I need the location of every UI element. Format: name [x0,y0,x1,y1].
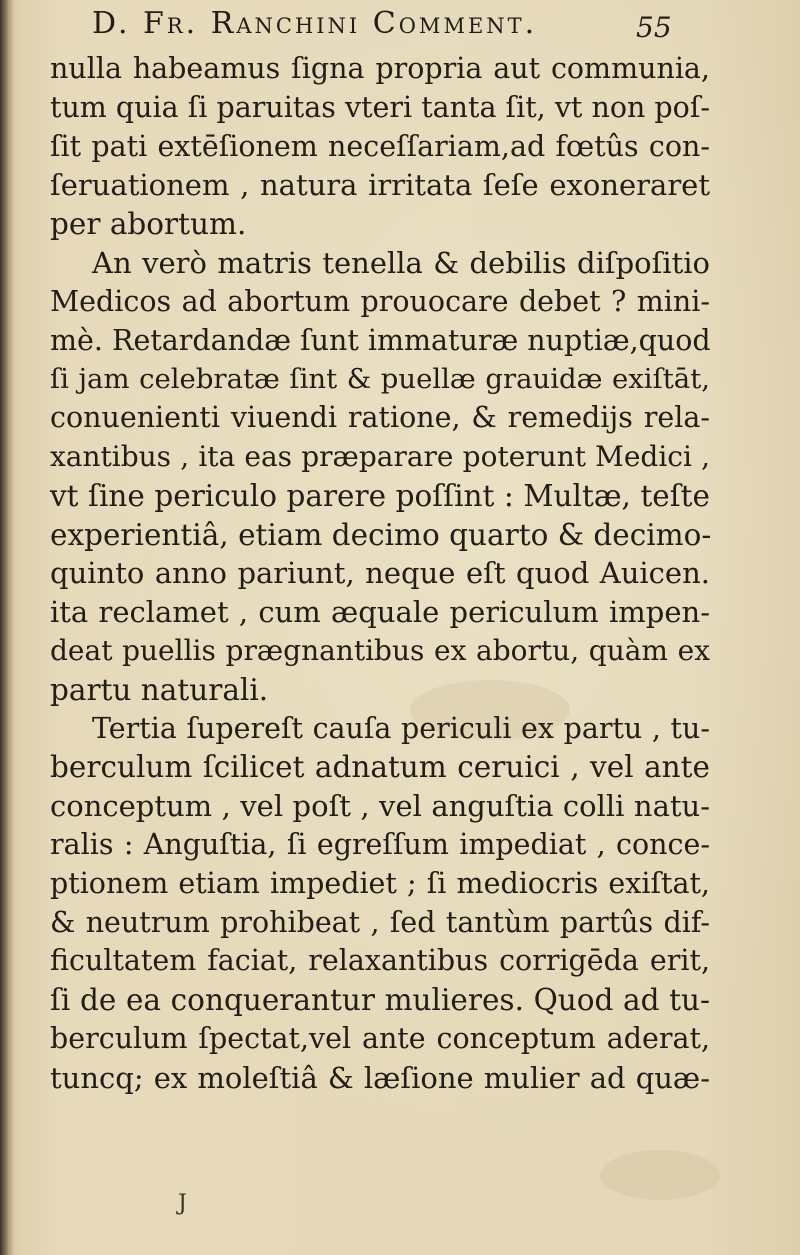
text-line: experientiâ, etiam decimo quarto & decimo- [50,517,712,552]
text-line: ſeruationem , natura irritata ſeſe exoneraret [50,168,710,203]
text-line: ptionem etiam impediet ; ſi mediocris exiſtat, [50,866,710,900]
text-line: deat puellis prægnantibus ex abortu, quàm ex [50,633,710,667]
paragraph [50,244,710,710]
text-line: nulla habeamus ſigna propria aut communia, [50,52,710,85]
paragraph [50,710,710,1098]
text-line: ralis : Anguſtia, ſi egreſſum impediat , conce- [50,827,710,861]
text-line: mè. Retardandæ ſunt immaturæ nuptiæ,quod [50,323,711,357]
text-line: conceptum , vel poſt , vel anguſtia colli natu- [50,789,710,824]
paper-stain [600,1150,720,1200]
text-line: tuncq; ex moleſtiâ & læſione mulier ad quæ- [50,1060,710,1095]
signature-mark: J [178,1191,187,1216]
text-line: berculum ſcilicet adnatum ceruici , vel ante [50,750,710,785]
page-number: 55 [636,11,672,44]
text-line: vt ſine periculo parere poſſint : Multæ, teſte [50,478,710,513]
text-line: quinto anno pariunt, neque eſt quod Auicen. [50,556,710,591]
text-line: partu naturali. [50,672,269,707]
running-head-title: D. Fr. Ranchini Comment. [92,6,538,41]
text-line: Tertia ſupereſt cauſa periculi ex partu , tu- [92,711,710,745]
text-line: ſit pati extēſionem neceſſariam,ad fœtûs con- [50,129,710,163]
text-line: per abortum. [50,207,247,242]
text-line: ita reclamet , cum æquale periculum impen- [50,595,710,630]
text-line: ſi de ea conquerantur mulieres. Quod ad tu- [50,983,710,1018]
text-line: An verò matris tenella & debilis diſpoſitio [92,245,710,280]
text-block [50,50,710,1098]
text-line: ficultatem faciat, relaxantibus corrigēda erit, [50,944,710,978]
text-line: Medicos ad abortum prouocare debet ? mini- [50,284,710,318]
text-line: berculum ſpectat,vel ante conceptum aderat, [50,1021,710,1055]
text-line: & neutrum prohibeat , ſed tantùm partûs dif- [50,905,710,939]
text-line: conuenienti viuendi ratione, & remedijs rela- [50,401,710,435]
text-line: tum quia ſi paruitas vteri tanta ſit, vt non poſ- [50,90,710,124]
page-gutter [0,0,14,1255]
text-line: ſi jam celebratæ ſint & puellæ grauidæ exiſtāt, [50,363,710,396]
paragraph [50,50,710,244]
text-line: xantibus , ita eas præparare poterunt Medici , [50,439,710,473]
